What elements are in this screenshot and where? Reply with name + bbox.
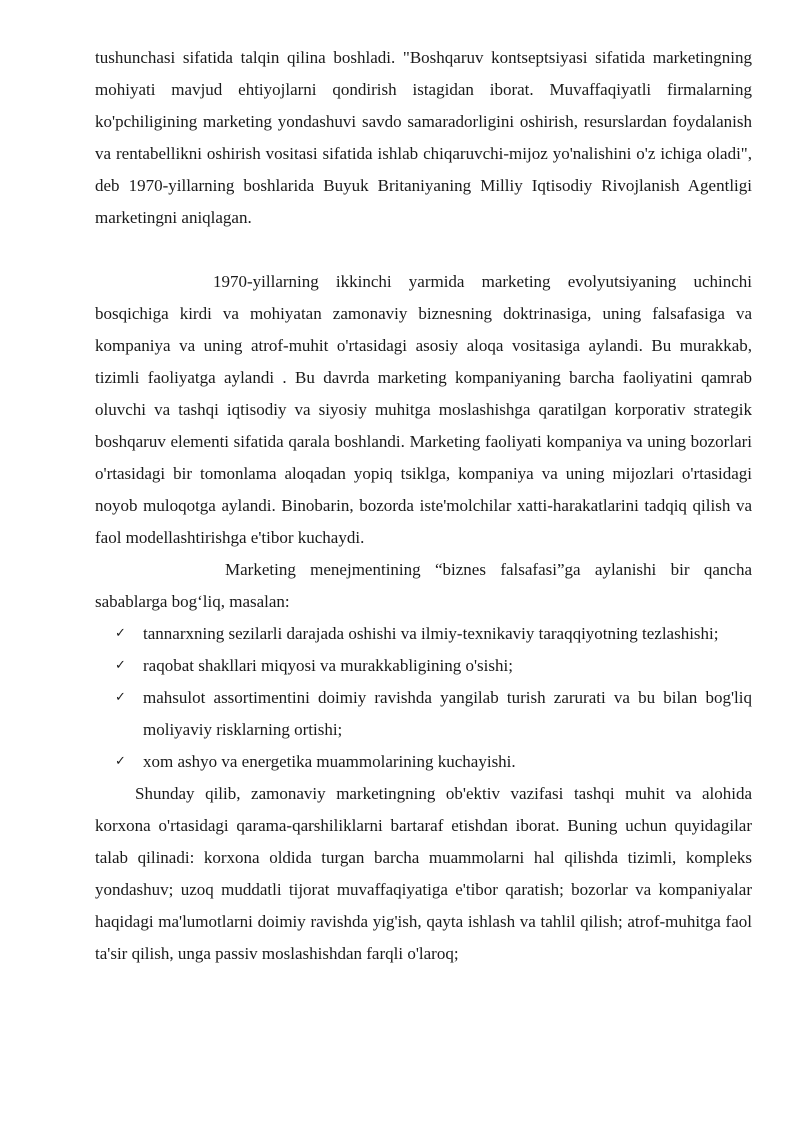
- list-item: [95, 746, 752, 778]
- checkmark-icon: ✓: [115, 626, 126, 641]
- list-item: [95, 650, 752, 682]
- list-item-text: tannarxning sezilarli darajada oshishi va ilmiy-texnikaviy taraqqiyotning tezlashishi;: [143, 624, 719, 643]
- paragraph-4: Shunday qilib, zamonaviy marketingning ob'ektiv vazifasi tashqi muhit va alohida korxona o'rtasidagi qarama-qarshiliklarni bartaraf etishdan iborat. Buning uchun quyidagilar talab qilinadi: korxona oldida turgan barcha muammolarni hal qilishda tizimli, kompleks yondashuv; uzoq muddatli tijorat muvaffaqiyatiga e'tibor qaratish; bozorlar va kompaniyalar haqidagi ma'lumotlarni doimiy ravishda yig'ish, qayta ishlash va tahlil qilish; atrof-muhitga faol ta'sir qilish, unga passiv moslashishdan farqli o'laroq;: [95, 784, 752, 963]
- paragraph-1: tushunchasi sifatida talqin qilina boshladi. "Boshqaruv kontseptsiyasi sifatida marketingning mohiyati mavjud ehtiyojlarni qondirish istagidan iborat. Muvaffaqiyatli firmalarning ko'pchiligining marketing yondashuvi savdo samaradorligini oshirish, resurslardan foydalanish va rentabellikni oshirish vositasi sifatida ishlab chiqaruvchi-mijoz yo'nalishini o'z ichiga oladi", deb 1970-yillarning boshlarida Buyuk Britaniyaning Milliy Iqtisodiy Rivojlanish Agentligi marketingni aniqlagan.: [95, 48, 752, 227]
- list-item-text: xom ashyo va energetika muammolarining kuchayishi.: [143, 752, 516, 771]
- list-item-text: raqobat shakllari miqyosi va murakkabligining o'sishi;: [143, 656, 513, 675]
- paragraph-2: 1970-yillarning ikkinchi yarmida marketing evolyutsiyaning uchinchi bosqichiga kirdi va mohiyatan zamonaviy biznesning doktrinasiga, uning falsafasiga va kompaniya va uning atrof-muhit o'rtasidagi asosiy aloqa vositasiga aylandi. Bu murakkab, tizimli faoliyatga aylandi . Bu davrda marketing kompaniyaning barcha faoliyatini qamrab oluvchi va tashqi iqtisodiy va siyosiy muhitga moslashishga qaratilgan korporativ strategik boshqaruv elementi sifatida qarala boshlandi. Marketing faoliyati kompaniya va uning bozorlari o'rtasidagi bir tomonlama aloqadan yopiq tsiklga, kompaniya va uning mijozlari o'rtasidagi noyob muloqotga aylandi. Binobarin, bozorda iste'molchilar xatti-harakatlarini tadqiq qilish va faol modellashtirishga e'tibor kuchaydi.: [95, 272, 752, 547]
- paragraph-3: Marketing menejmentining “biznes falsafasi”ga aylanishi bir qancha sabablarga bog‘liq, masalan:: [95, 560, 752, 611]
- list-item: [95, 618, 752, 650]
- paragraph-gap: [95, 234, 752, 266]
- checkmark-icon: ✓: [115, 658, 126, 673]
- list-item-text: mahsulot assortimentini doimiy ravishda yangilab turish zarurati va bu bilan bog'liq moliyaviy risklarning ortishi;: [143, 688, 752, 739]
- reasons-list: [95, 618, 752, 778]
- checkmark-icon: ✓: [115, 754, 126, 769]
- checkmark-icon: ✓: [115, 690, 126, 705]
- list-item: [95, 682, 752, 746]
